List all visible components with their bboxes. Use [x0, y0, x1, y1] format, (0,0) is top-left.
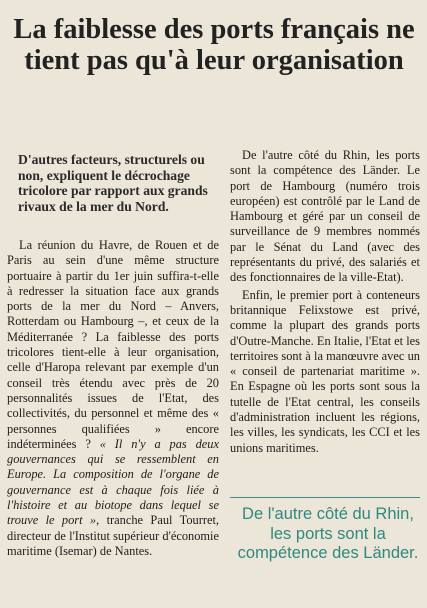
pullquote-rule: [230, 497, 420, 498]
headline: La faiblesse des ports français ne tient pas qu'à leur organisation: [13, 14, 415, 76]
body-text: La réunion du Havre, de Rouen et de Paris au sein d'une même structure portuaire à partir du 1er juin suffira-t-elle à redresser la situation face aux grands ports de la mer du Nord – Anvers, Rotterdam ou Hambourg –, et ceux de la Méditerranée ? La faiblesse des ports tricolores tient-elle à leur organisation, celle d'Haropa relevant par exemple d'un conseil très étendu avec près de 20 personnalités issues de l'Etat, des collectivités, du personnel et même des « personnes qualifiées » encore indéterminées ?: [7, 238, 219, 451]
body-paragraph-1: De l'autre côté du Rhin, les ports sont la compétence des Länder. Le port de Hambourg (numéro trois européen) est contrôlé par le Land de Hambourg et géré par un conseil de surveillance de 9 membres nommés par le Sénat du Land (avec des représentants du privé, des salariés et des fonctionnaires de la ville-Etat).: [230, 148, 420, 285]
lead-paragraph: D'autres facteurs, structurels ou non, expliquent le décrochage tricolore par rapport aux grands rivaux de la mer du Nord.: [18, 152, 208, 214]
pullquote: De l'autre côté du Rhin, les ports sont la compétence des Länder.: [237, 505, 419, 562]
quote-attribution: , tranche Paul Tourret, directeur de l'Institut supérieur d'économie maritime (Isemar) de Nantes.: [7, 513, 219, 558]
body-paragraph: [7, 238, 219, 559]
quotation: « Il n'y a pas deux gouvernances qui se ressemblent en Europe. La composition de l'organe de gouvernance est à chaque fois liée à l'histoire et au biotope dans lequel se trouve le port »: [7, 436, 219, 528]
body-column-left: [7, 238, 219, 561]
body-paragraph-2: Enfin, le premier port à conteneurs britannique Felixstowe est privé, comme la plupart des grands ports d'Outre-Manche. En Italie, l'Etat et les territoires sont à la manœuvre avec un « conseil de partenariat maritime ». En Espagne où les ports sont sous la tutelle de l'Etat central, les conseils d'administration incluent les régions, les villes, les syndicats, les CCI et les unions maritimes.: [230, 287, 420, 455]
body-column-right: [230, 148, 420, 458]
